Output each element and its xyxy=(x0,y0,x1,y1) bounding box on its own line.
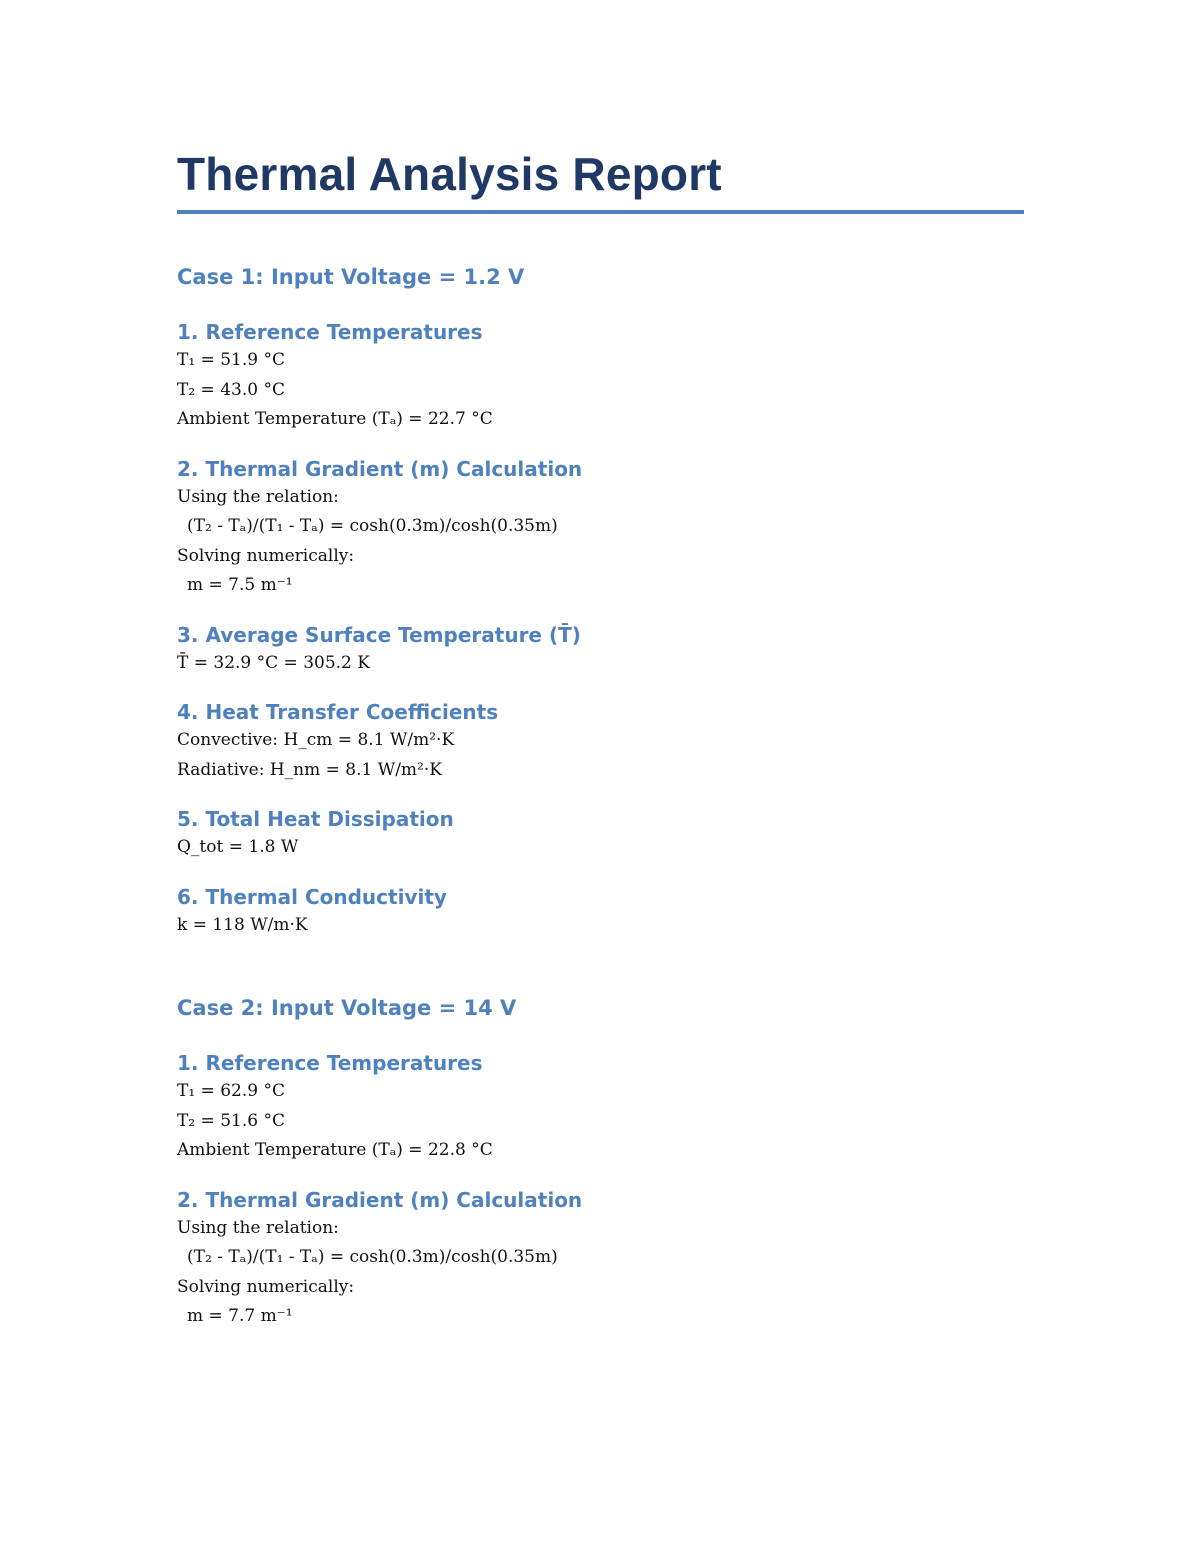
case-2 xyxy=(177,993,1024,1332)
result-line: m = 7.7 m⁻¹ xyxy=(187,1306,293,1326)
case-1-section-thermal-gradient xyxy=(177,455,1024,601)
case-2-heading: Case 2: Input Voltage = 14 V xyxy=(177,996,517,1020)
section-heading: 1. Reference Temperatures xyxy=(177,1051,483,1075)
text-line: Using the relation: xyxy=(177,1217,339,1238)
section-heading: 2. Thermal Gradient (m) Calculation xyxy=(177,1187,583,1212)
case-1 xyxy=(177,262,1024,940)
case-1-section-total-heat-dissipation xyxy=(177,805,1024,863)
section-heading: 2. Thermal Gradient (m) Calculation xyxy=(177,456,583,481)
text-line: T₁ = 62.9 °C xyxy=(177,1081,285,1101)
section-heading: 4. Heat Transfer Coefficients xyxy=(177,700,499,724)
text-line: T₂ = 51.6 °C xyxy=(177,1110,285,1131)
title-underline xyxy=(177,210,1024,214)
text-line: T₁ = 51.9 °C xyxy=(177,350,285,370)
case-1-heading: Case 1: Input Voltage = 1.2 V xyxy=(177,265,525,289)
text-line: k = 118 W/m·K xyxy=(177,914,308,935)
section-heading: 1. Reference Temperatures xyxy=(177,320,483,344)
equation-line: (T₂ - Tₐ)/(T₁ - Tₐ) = cosh(0.3m)/cosh(0.35m) xyxy=(187,1247,558,1267)
text-line: Solving numerically: xyxy=(177,545,355,566)
equation-line: (T₂ - Tₐ)/(T₁ - Tₐ) = cosh(0.3m)/cosh(0.35m) xyxy=(187,516,558,536)
text-line: Solving numerically: xyxy=(177,1276,355,1297)
text-line: T̄ = 32.9 °C = 305.2 K xyxy=(177,652,370,673)
text-line: Convective: H_cm = 8.1 W/m²·K xyxy=(177,730,455,750)
text-line: Q_tot = 1.8 W xyxy=(177,837,299,857)
case-1-section-thermal-conductivity xyxy=(177,883,1024,941)
text-line: Ambient Temperature (Tₐ) = 22.7 °C xyxy=(177,409,493,429)
case-1-section-reference-temperatures xyxy=(177,318,1024,435)
result-line: m = 7.5 m⁻¹ xyxy=(187,575,293,595)
case-2-section-thermal-gradient xyxy=(177,1186,1024,1332)
text-line: T₂ = 43.0 °C xyxy=(177,379,285,400)
document-title: Thermal Analysis Report xyxy=(177,148,722,200)
case-1-section-average-surface-temperature xyxy=(177,621,1024,679)
case-1-section-heat-transfer-coefficients xyxy=(177,698,1024,785)
case-2-section-reference-temperatures xyxy=(177,1049,1024,1166)
text-line: Ambient Temperature (Tₐ) = 22.8 °C xyxy=(177,1140,493,1160)
section-heading: 3. Average Surface Temperature (T̄) xyxy=(177,622,581,647)
section-heading: 5. Total Heat Dissipation xyxy=(177,807,454,831)
section-heading: 6. Thermal Conductivity xyxy=(177,884,447,909)
text-line: Radiative: H_nm = 8.1 W/m²·K xyxy=(177,759,442,780)
text-line: Using the relation: xyxy=(177,486,339,507)
document-page xyxy=(177,140,1024,1332)
